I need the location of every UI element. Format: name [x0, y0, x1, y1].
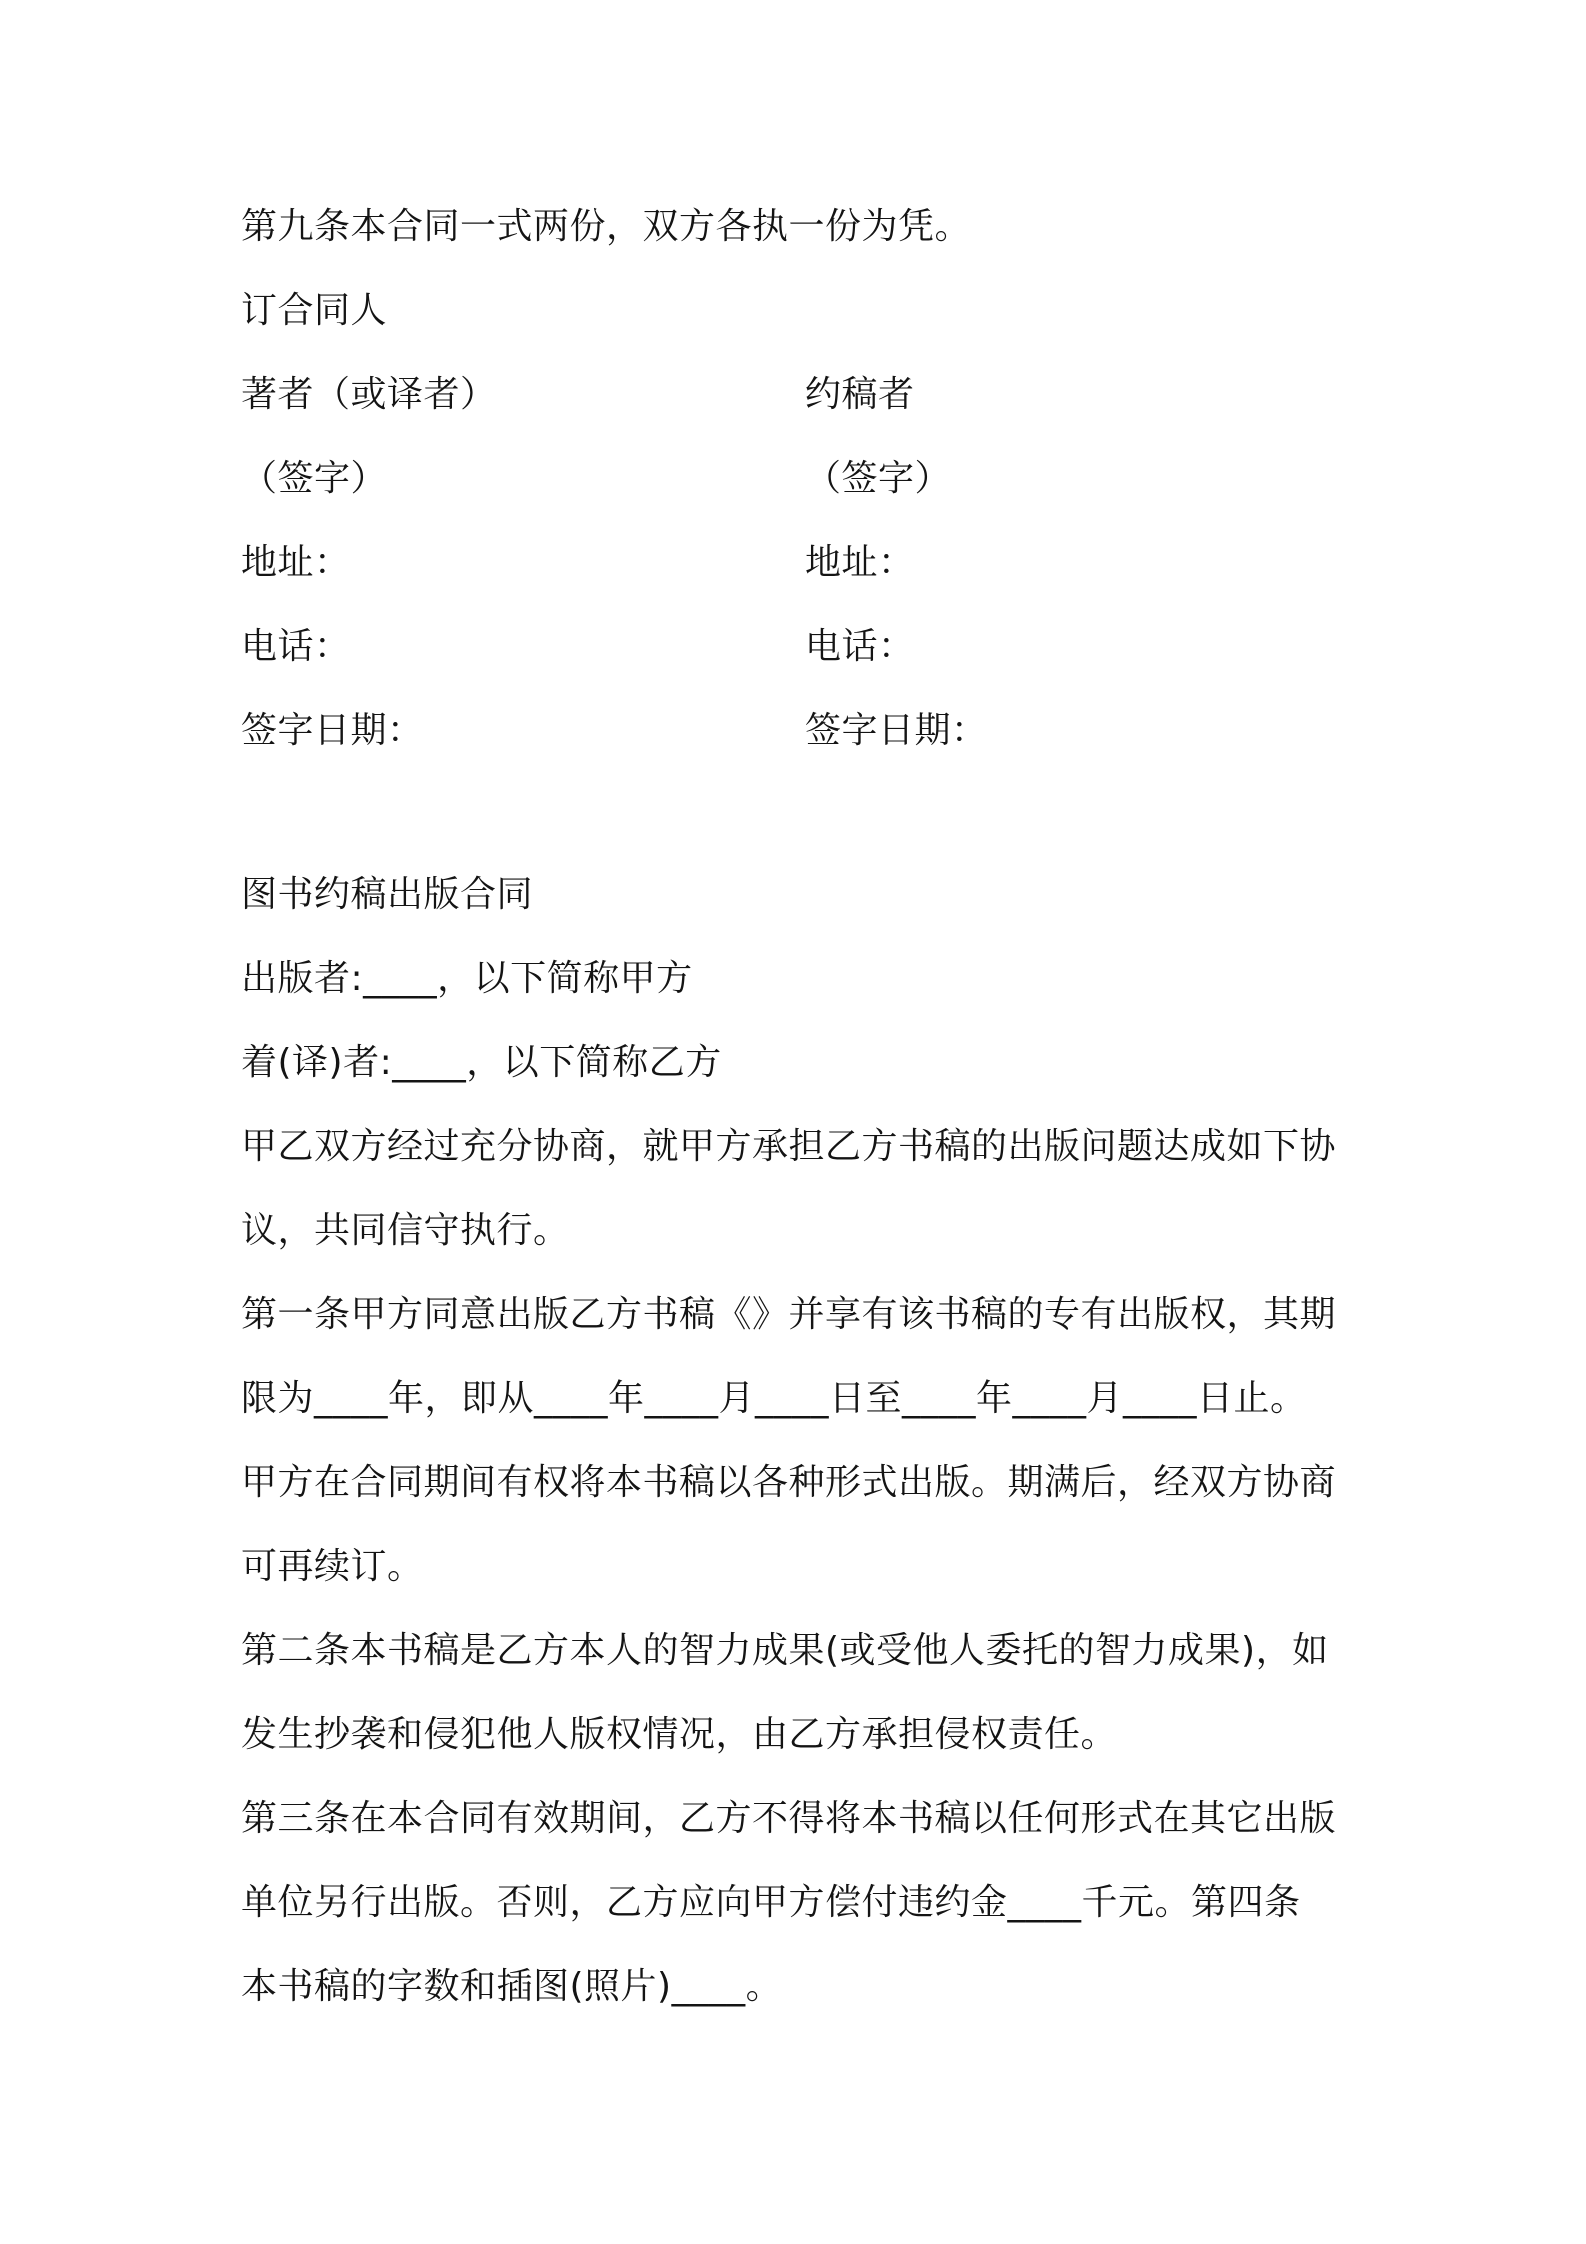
- article-1-line-1: 第一条甲方同意出版乙方书稿《》并享有该书稿的专有出版权，其期: [241, 1294, 1337, 1335]
- right-sign-label: （签字）: [805, 458, 952, 499]
- article-1-line-4: 可再续订。: [241, 1546, 424, 1587]
- preamble-line-1: 甲乙双方经过充分协商，就甲方承担乙方书稿的出版问题达成如下协: [241, 1126, 1337, 1167]
- publisher-line: 出版者:____，以下简称甲方: [241, 958, 693, 999]
- left-party-label: 著者（或译者）: [241, 374, 497, 415]
- signatories-heading: 订合同人: [241, 290, 388, 331]
- left-address-label: 地址：: [241, 542, 351, 583]
- right-phone-label: 电话：: [805, 626, 915, 667]
- contract-title: 图书约稿出版合同: [241, 874, 534, 915]
- article-3-line-1: 第三条在本合同有效期间，乙方不得将本书稿以任何形式在其它出版: [241, 1798, 1337, 1839]
- article-2-line-1: 第二条本书稿是乙方本人的智力成果(或受他人委托的智力成果)，如: [241, 1630, 1329, 1671]
- left-date-label: 签字日期：: [241, 710, 424, 751]
- right-date-label: 签字日期：: [805, 710, 988, 751]
- left-sign-label: （签字）: [241, 458, 388, 499]
- article-2-line-2: 发生抄袭和侵犯他人版权情况，由乙方承担侵权责任。: [241, 1714, 1118, 1755]
- article-3-line-2: 单位另行出版。否则，乙方应向甲方偿付违约金____千元。第四条: [241, 1882, 1301, 1923]
- article-1-line-3: 甲方在合同期间有权将本书稿以各种形式出版。期满后，经双方协商: [241, 1462, 1337, 1503]
- preamble-line-2: 议，共同信守执行。: [241, 1210, 570, 1251]
- article-3-line-3: 本书稿的字数和插图(照片)____。: [241, 1966, 783, 2007]
- right-party-label: 约稿者: [805, 374, 915, 415]
- article-1-line-2: 限为____年，即从____年____月____日至____年____月____日止。: [241, 1378, 1307, 1419]
- right-address-label: 地址：: [805, 542, 915, 583]
- left-phone-label: 电话：: [241, 626, 351, 667]
- author-line: 着(译)者:____，以下简称乙方: [241, 1042, 722, 1083]
- article-9: 第九条本合同一式两份，双方各执一份为凭。: [241, 206, 972, 247]
